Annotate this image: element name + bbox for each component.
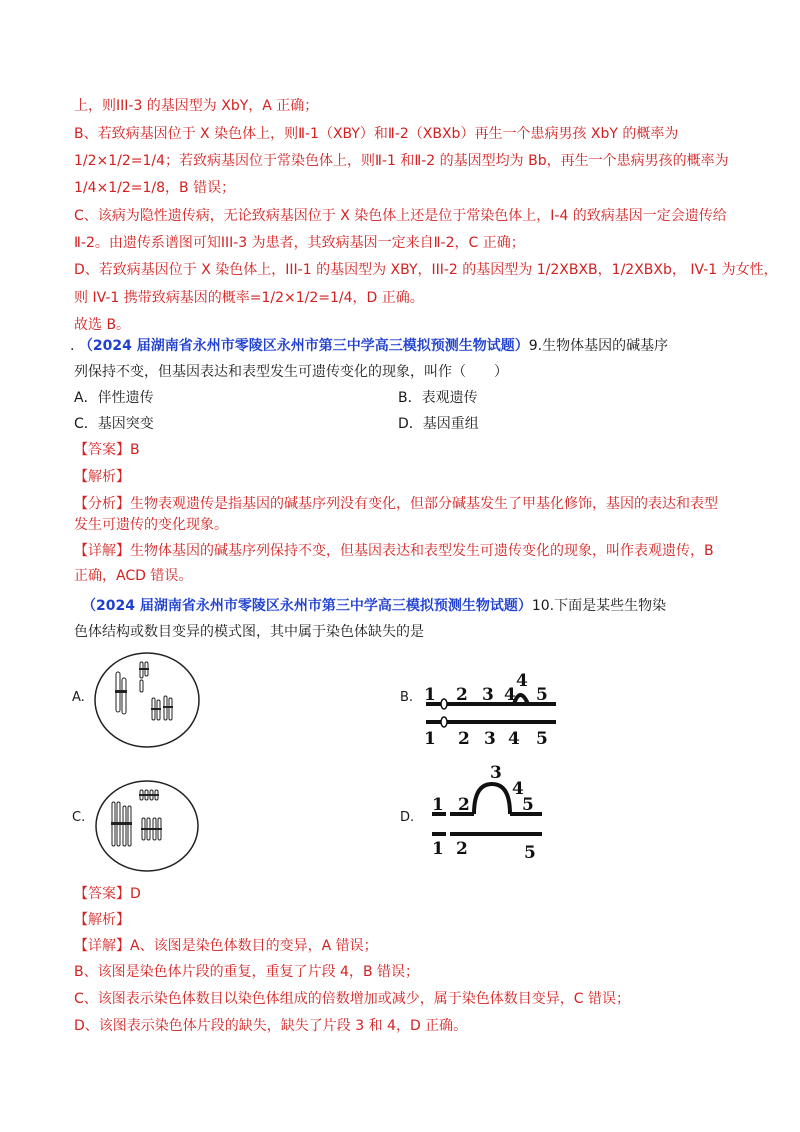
q10-xiangjie-d: D、该图表示染色体片段的缺失，缺失了片段 3 和 4，D 正确。 [74, 1018, 468, 1034]
figure-b-chromosome-duplication [420, 672, 565, 750]
fig-b-top-4b: 4 [516, 671, 528, 691]
q9-option-a: A．伴性遗传 [74, 390, 154, 406]
figure-c-cell-diagram [92, 778, 202, 874]
prev-expl-line-1: 上，则III-3 的基因型为 XbY，A 正确； [74, 98, 319, 114]
q10-label-d: D. [400, 810, 415, 825]
fig-d-top-1: 1 [432, 795, 444, 815]
figure-a-cell-diagram [92, 650, 202, 750]
q10-label-b: B. [400, 690, 414, 705]
q10-xiangjie-c: C、该图表示染色体数目以染色体组成的倍数增加或减少，属于染色体数目变异，C 错误； [74, 991, 630, 1007]
q10-source: （2024 届湖南省永州市零陵区永州市第三中学高三模拟预测生物试题） [82, 598, 532, 614]
q10-analysis-label: 【解析】 [74, 912, 130, 928]
q9-xiangjie-2: 正确，ACD 错误。 [74, 568, 193, 584]
q10-answer: 【答案】D [74, 886, 141, 902]
q9-fenxi-1: 【分析】生物表观遗传是指基因的碱基序列没有变化，但部分碱基发生了甲基化修饰，基因的表达和表型 [74, 496, 718, 512]
prev-expl-line-2: B、若致病基因位于 X 染色体上，则Ⅱ-1（XBY）和Ⅱ-2（XBXb）再生一个患病男孩 XbY 的概率为 [74, 126, 679, 142]
q9-option-c: C．基因突变 [74, 416, 154, 432]
q10-xiangjie-a: 【详解】A、该图是染色体数目的变异，A 错误； [74, 938, 378, 954]
fig-d-top-2: 2 [458, 795, 470, 815]
q9-prefix: . [70, 338, 75, 354]
fig-d-top-4: 4 [512, 779, 524, 799]
fig-d-top-3: 3 [490, 763, 502, 783]
fig-b-bottom-5: 5 [536, 729, 548, 749]
fig-b-top-2: 2 [456, 685, 468, 705]
q9-stem-2: 列保持不变，但基因表达和表型发生可遗传变化的现象，叫作（ ） [74, 364, 508, 380]
fig-b-bottom-1: 1 [424, 729, 436, 749]
fig-b-top-4a: 4 [504, 685, 516, 705]
prev-expl-line-3: 1/2×1/2=1/4；若致病基因位于常染色体上，则Ⅱ-1 和Ⅱ-2 的基因型均为 Bb，再生一个患病男孩的概率为 [74, 153, 729, 169]
q9-analysis-label: 【解析】 [74, 469, 130, 485]
fig-d-bottom-1: 1 [432, 839, 444, 859]
prev-expl-line-6: Ⅱ-2。由遗传系谱图可知III-3 为患者，其致病基因一定来自Ⅱ-2，C 正确； [74, 235, 525, 251]
fig-d-bottom-5: 5 [524, 843, 536, 863]
fig-b-bottom-4: 4 [508, 729, 520, 749]
q10-stem-1: 10.下面是某些生物染 [531, 598, 667, 614]
prev-conclusion: 故选 B。 [74, 317, 131, 333]
q9-xiangjie-1: 【详解】生物体基因的碱基序列保持不变，但基因表达和表型发生可遗传变化的现象，叫作表观遗传，B [74, 543, 714, 559]
question-10-heading [82, 596, 666, 616]
prev-expl-line-4: 1/4×1/2=1/8，B 错误； [74, 180, 236, 196]
q9-option-d: D．基因重组 [398, 416, 479, 432]
q9-option-b: B．表观遗传 [398, 390, 478, 406]
prev-expl-line-8: 则 IV-1 携带致病基因的概率=1/2×1/2=1/4，D 正确。 [74, 290, 424, 306]
prev-expl-line-5: C、该病为隐性遗传病，无论致病基因位于 X 染色体上还是位于常染色体上，I-4 的致病基因一定会遗传给 [74, 208, 727, 224]
fig-d-top-5: 5 [522, 795, 534, 815]
q10-label-a: A. [72, 690, 85, 705]
fig-b-top-3: 3 [482, 685, 494, 705]
fig-b-bottom-3: 3 [484, 729, 496, 749]
prev-expl-line-7: D、若致病基因位于 X 染色体上，III-1 的基因型为 XBY，III-2 的基因型为 1/2XBXB，1/2XBXb， IV-1 为女性， [74, 262, 778, 278]
q10-xiangjie-b: B、该图是染色体片段的重复，重复了片段 4，B 错误； [74, 964, 420, 980]
fig-b-top-1: 1 [424, 685, 436, 705]
q9-source: （2024 届湖南省永州市零陵区永州市第三中学高三模拟预测生物试题） [78, 338, 529, 354]
q9-answer: 【答案】B [74, 442, 140, 458]
q10-label-c: C. [72, 810, 86, 825]
q9-fenxi-2: 发生可遗传的变化现象。 [74, 517, 228, 533]
figure-d-chromosome-deletion [426, 764, 550, 864]
fig-b-top-5: 5 [536, 685, 548, 705]
fig-b-bottom-2: 2 [458, 729, 470, 749]
fig-d-bottom-2: 2 [456, 839, 468, 859]
q10-stem-2: 色体结构或数目变异的模式图，其中属于染色体缺失的是 [74, 624, 424, 640]
question-9-heading [70, 336, 668, 356]
q9-stem-1: 9.生物体基因的碱基序 [528, 338, 669, 354]
